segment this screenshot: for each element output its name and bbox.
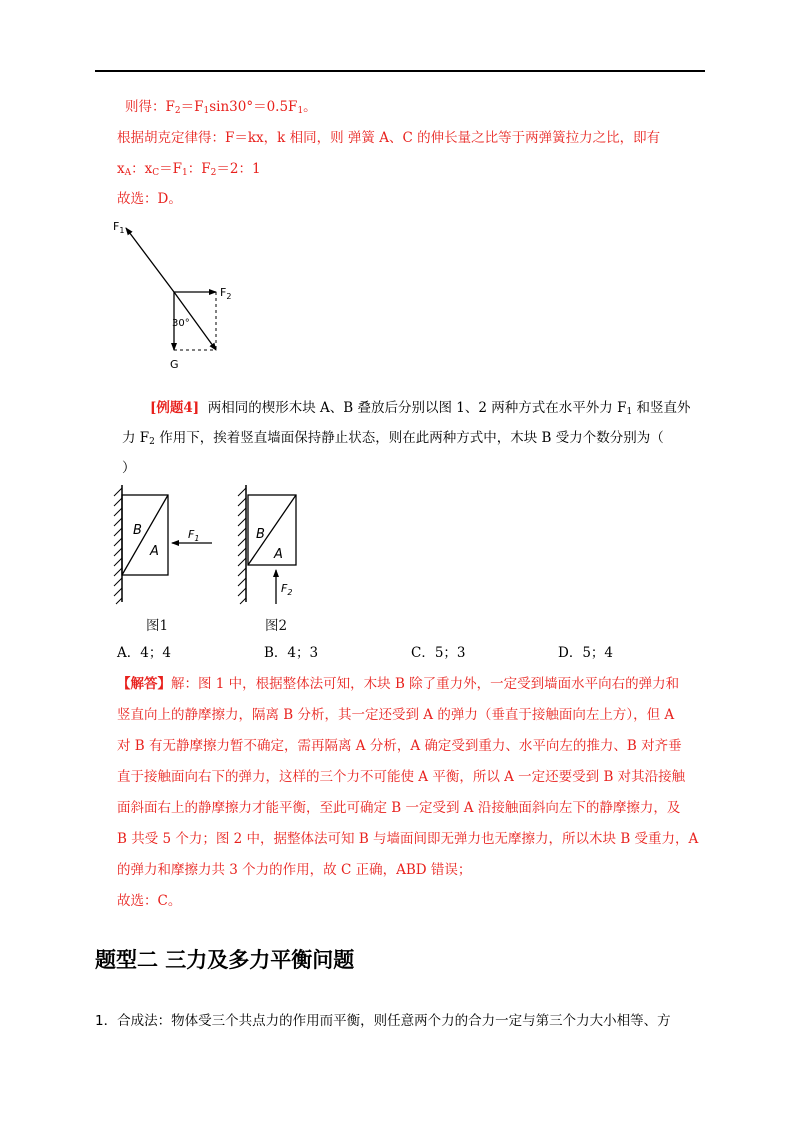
header-rule	[95, 70, 705, 72]
example4-line-3: ）	[122, 460, 136, 476]
figure-1	[108, 480, 218, 605]
solution-line-2: 竖直向上的静摩擦力，隔离 B 分析，其一定还受到 A 的弹力（垂直于接触面向左上方），但 A	[117, 707, 675, 723]
wall-hatch	[238, 485, 246, 604]
force-diagram	[110, 212, 250, 372]
solution-line-5: 面斜面右上的静摩擦力才能平衡，至此可确定 B 一定受到 A 沿接触面斜向左下的静摩擦力，及	[117, 800, 681, 816]
solution-answer: 故选：C。	[117, 893, 182, 909]
angle-label: 30°	[172, 318, 190, 329]
g-label: G	[170, 358, 179, 371]
example4-line-2: 力 $F_2$ 作用下，挨着竖直墙面保持静止状态，则在此两种方式中，木块 B 受力个数分别为（	[122, 430, 664, 447]
wedge-diagonal	[122, 495, 168, 575]
option-a: A．4；4	[117, 645, 171, 661]
section-item-1: 1．合成法：物体受三个共点力的作用而平衡，则任意两个力的合力一定与第三个力大小相等、方	[95, 1013, 671, 1029]
label-a: A	[274, 547, 283, 562]
figure-1-caption: 图1	[146, 618, 169, 634]
solution-line-1: 【解答】解：图 1 中，根据整体法可知，木块 B 除了重力外，一定受到墙面水平向右的弹力和	[117, 676, 680, 692]
f2-label: $F_2$	[281, 582, 293, 597]
prev-solution-line-3: $x_A$：$x_C=F_1$：$F_2=2$：1	[117, 161, 261, 178]
label-a: A	[150, 544, 159, 559]
wall-hatch	[114, 485, 122, 604]
solution-tag: 【解答】	[117, 676, 171, 692]
solution-line-7: 的弹力和摩擦力共 3 个力的作用，故 C 正确，ABD 错误；	[117, 862, 472, 878]
option-c: C．5；3	[411, 645, 466, 661]
f1-arrow	[126, 228, 174, 292]
f2-label: $F_2$	[220, 286, 232, 301]
prev-solution-answer: 故选：D。	[117, 191, 182, 207]
prev-solution-line-1: 则得：$F_2=F_1\sin 30^\circ=0.5F_1$。	[125, 99, 317, 116]
f1-label: $F_1$	[113, 220, 125, 235]
solution-line-3: 对 B 有无静摩擦力暂不确定，需再隔离 A 分析，A 确定受到重力、水平向左的推力、B 对齐垂	[117, 738, 682, 754]
label-b: B	[133, 523, 142, 538]
section-heading: 题型二 三力及多力平衡问题	[95, 948, 355, 972]
figure-2-caption: 图2	[265, 618, 288, 634]
option-d: D．5；4	[558, 645, 614, 661]
example4-line-1: [例题4] 两相同的楔形木块 A、B 叠放后分别以图 1、2 两种方式在水平外力 $F_1$ 和竖直外	[150, 400, 691, 417]
solution-line-4: 直于接触面向右下的弹力，这样的三个力不可能使 A 平衡，所以 A 一定还要受到 B 对其沿接触	[117, 769, 686, 785]
label-b: B	[256, 527, 265, 542]
prev-solution-line-2: 根据胡克定律得：F＝kx，k 相同，则 弹簧 A、C 的伸长量之比等于两弹簧拉力之比，即有	[117, 130, 661, 146]
option-b: B．4；3	[264, 645, 319, 661]
figure-2	[228, 480, 328, 610]
example4-tag: [例题4]	[150, 400, 200, 416]
solution-line-6: B 共受 5 个力；图 2 中，据整体法可知 B 与墙面间即无弹力也无摩擦力，所以木块 B 受重力，A	[117, 831, 699, 847]
f1-label: $F_1$	[188, 528, 200, 543]
